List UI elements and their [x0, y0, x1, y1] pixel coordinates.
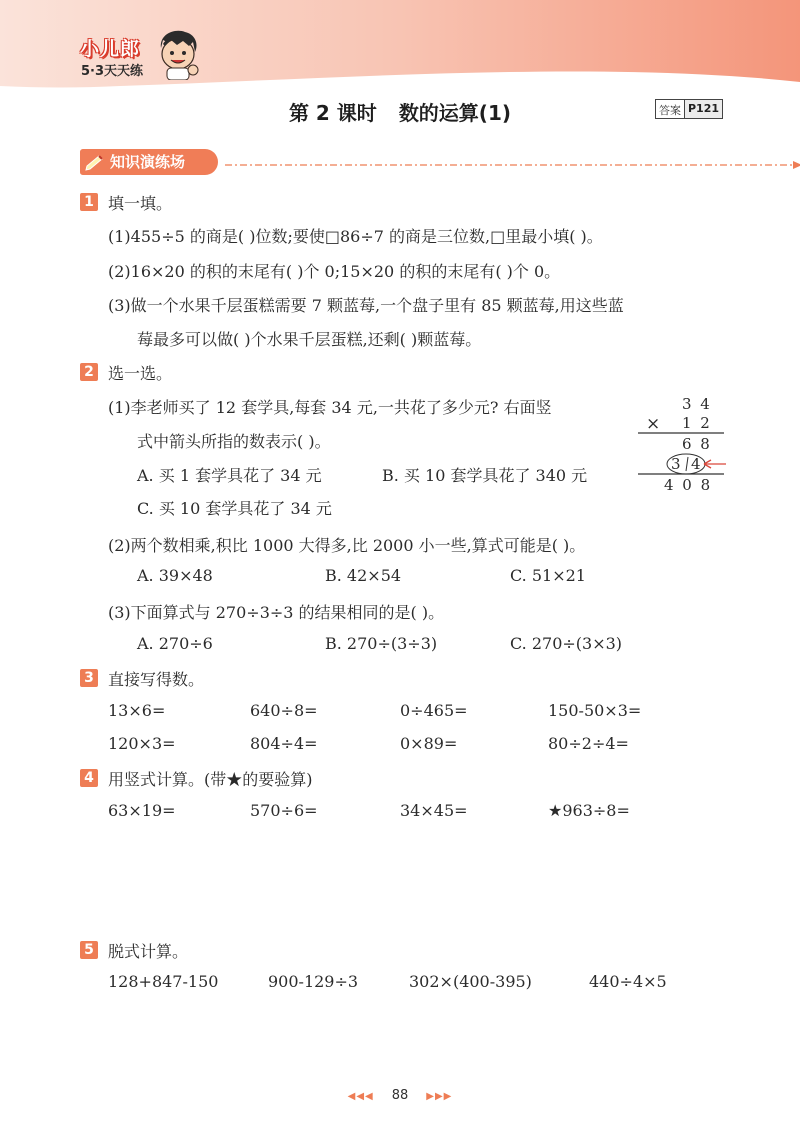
- answer-reference: [655, 99, 723, 119]
- choice-option[interactable]: B. 42×54: [325, 566, 402, 585]
- partial-product-2-digit: 3: [671, 455, 681, 473]
- oral-calc-item[interactable]: 80÷2÷4=: [548, 734, 629, 753]
- choice-option[interactable]: C. 买 10 套学具花了 34 元: [137, 499, 332, 518]
- question-line: (2)16×20 的积的末尾有( )个 0;15×20 的积的末尾有( )个 0。: [108, 262, 561, 281]
- question-number: 1: [80, 193, 98, 211]
- choice-option[interactable]: B. 270÷(3÷3): [325, 634, 438, 653]
- oral-calc-item[interactable]: 120×3=: [108, 734, 176, 753]
- question-heading: 脱式计算。: [108, 942, 189, 961]
- page-number: 88: [391, 1088, 409, 1103]
- question-line: 莓最多可以做( )个水果千层蛋糕,还剩( )颗蓝莓。: [137, 330, 482, 349]
- choice-option[interactable]: C. 51×21: [510, 566, 586, 585]
- stepwise-calc-item[interactable]: 128+847-150: [108, 972, 219, 991]
- oral-calc-item[interactable]: 0×89=: [400, 734, 458, 753]
- choice-option[interactable]: A. 39×48: [137, 566, 213, 585]
- question-number: 3: [80, 669, 98, 687]
- oral-calc-item[interactable]: 0÷465=: [400, 701, 468, 720]
- product-result: 4 0 8: [664, 476, 713, 494]
- question-heading: 选一选。: [108, 364, 173, 383]
- stepwise-calc-item[interactable]: 900-129÷3: [268, 972, 359, 991]
- partial-product-2-digit: 4: [691, 455, 701, 473]
- next-arrows-icon: ▶▶▶: [426, 1091, 453, 1102]
- choice-option[interactable]: C. 270÷(3×3): [510, 634, 623, 653]
- lesson-name: 数的运算(1): [398, 101, 512, 125]
- vertical-calc-item-starred[interactable]: [548, 801, 630, 820]
- brand-logo: 小儿郎: [80, 38, 141, 60]
- question-line: (1)李老师买了 12 套学具,每套 34 元,一共花了多少元? 右面竖: [108, 398, 552, 417]
- section-divider: [225, 161, 800, 169]
- question-line: 式中箭头所指的数表示( )。: [137, 432, 331, 451]
- stepwise-calc-item[interactable]: 302×(400-395): [409, 972, 532, 991]
- oral-calc-item[interactable]: 640÷8=: [250, 701, 318, 720]
- star-icon: ★: [548, 801, 563, 820]
- choice-option[interactable]: A. 270÷6: [137, 634, 213, 653]
- vertical-calc-item[interactable]: 63×19=: [108, 801, 176, 820]
- operator: ×: [646, 414, 661, 434]
- question-number: 2: [80, 363, 98, 381]
- answer-label: 答案: [659, 104, 681, 117]
- vertical-calc-item[interactable]: 34×45=: [400, 801, 468, 820]
- multiplicand: 3 4: [682, 395, 712, 413]
- question-heading: 直接写得数。: [108, 670, 205, 689]
- mascot-icon: [153, 28, 201, 80]
- section-tag: [80, 149, 218, 175]
- question-line: (3)下面算式与 270÷3÷3 的结果相同的是( )。: [108, 603, 445, 622]
- vertical-calc-text: 963÷8=: [562, 801, 630, 820]
- oral-calc-item[interactable]: 150-50×3=: [548, 701, 642, 720]
- vertical-multiplication: [632, 393, 728, 497]
- multiplier: 1 2: [682, 414, 712, 432]
- question-line: (2)两个数相乘,积比 1000 大得多,比 2000 小一些,算式可能是( )。: [108, 536, 586, 555]
- question-heading: 用竖式计算。(带★的要验算): [108, 770, 313, 789]
- question-line: (3)做一个水果千层蛋糕需要 7 颗蓝莓,一个盘子里有 85 颗蓝莓,用这些蓝: [108, 296, 624, 315]
- question-heading: 填一填。: [108, 194, 173, 213]
- vertical-calc-item[interactable]: 570÷6=: [250, 801, 318, 820]
- section-title: 知识演练场: [110, 153, 186, 171]
- answer-page: P121: [684, 100, 722, 118]
- pencil-icon: [84, 153, 106, 171]
- lesson-number: 第 2 课时: [288, 101, 377, 125]
- partial-product-1: 6 8: [682, 435, 712, 453]
- prev-arrows-icon: ◀◀◀: [347, 1091, 374, 1102]
- choice-option[interactable]: A. 买 1 套学具花了 34 元: [137, 466, 322, 485]
- choice-option[interactable]: B. 买 10 套学具花了 340 元: [382, 466, 588, 485]
- oral-calc-item[interactable]: 804÷4=: [250, 734, 318, 753]
- oral-calc-item[interactable]: 13×6=: [108, 701, 166, 720]
- question-number: 4: [80, 769, 98, 787]
- stepwise-calc-item[interactable]: 440÷4×5: [589, 972, 667, 991]
- page-footer: [0, 1088, 800, 1103]
- brand-series: 5·3天天练: [81, 64, 144, 79]
- question-number: 5: [80, 941, 98, 959]
- question-line: (1)455÷5 的商是( )位数;要使□86÷7 的商是三位数,□里最小填( )。: [108, 227, 603, 246]
